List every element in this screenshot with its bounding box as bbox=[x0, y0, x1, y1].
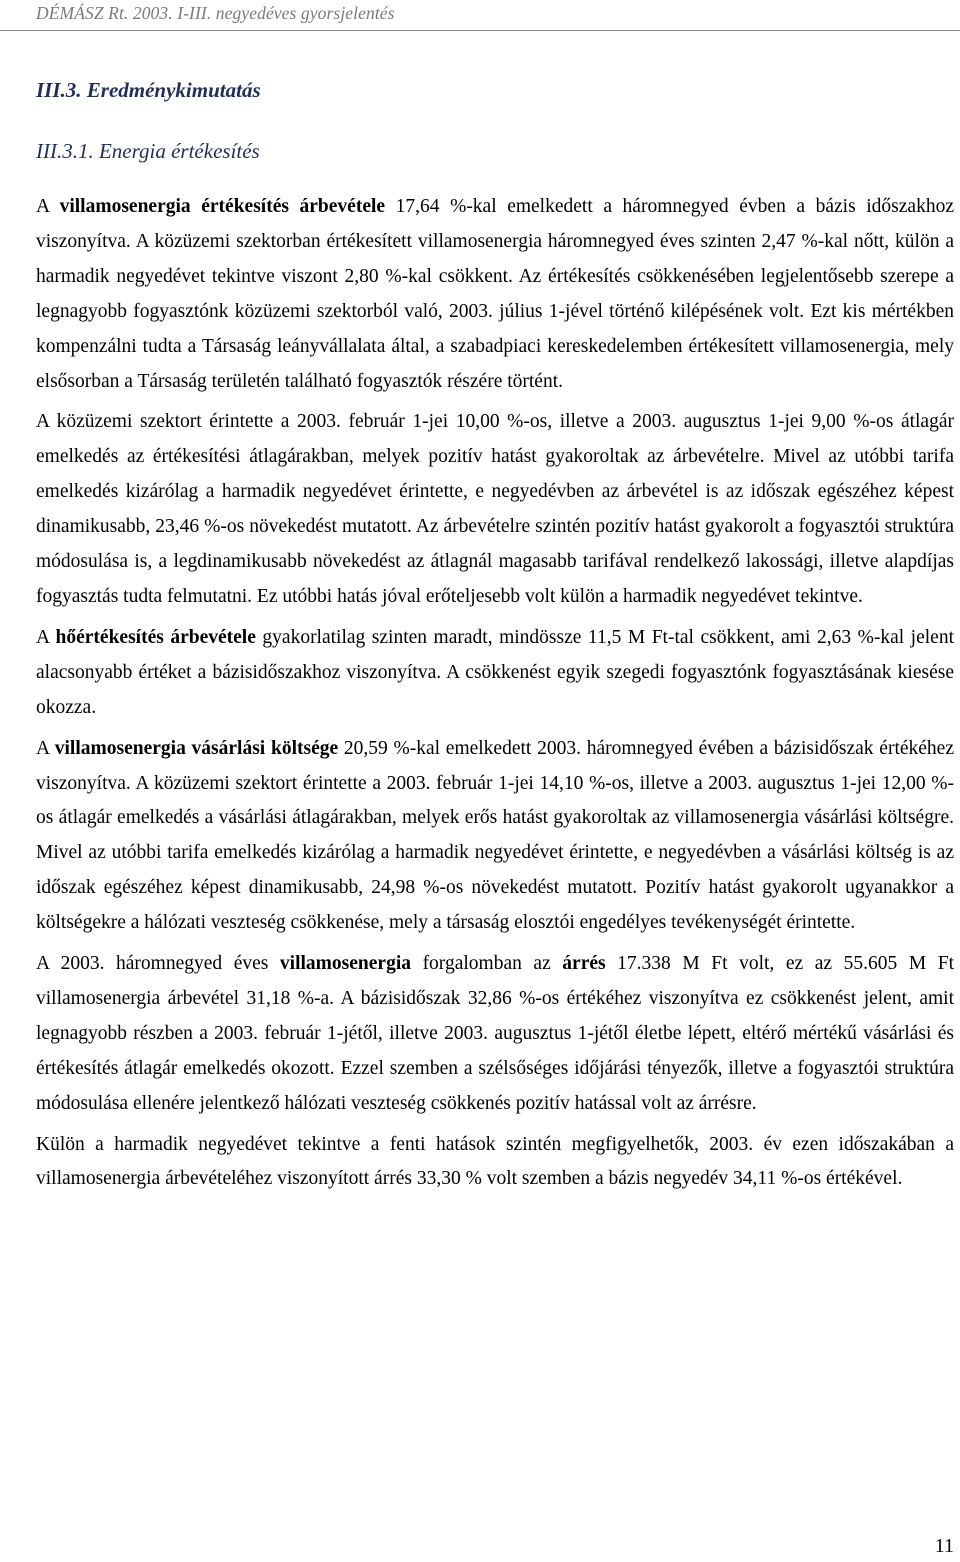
emphasis-term: villamosenergia vásárlási költsége bbox=[54, 737, 339, 759]
text-run: A bbox=[36, 626, 56, 648]
paragraph-purchase-cost bbox=[36, 732, 954, 941]
text-run: 20,59 %-kal emelkedett 2003. háromnegyed évében a bázisidőszak értékéhez viszonyítva. A közüzemi szektort érintette a 2003. február 1-jei 14,10 %-os, illetve a 2003. augusztus 1-jei 12,00 %-os átlagár emelkedés a vásárlási átlagárakban, melyek erős hatást gyakoroltak az villamosenergia vásárlási költségre. Mivel az utóbbi tarifa emelkedés kizárólag a harmadik negyedévet érintette, e negyedévben a vásárlási költség is az időszak egészéhez képest dinamikusabb, 24,98 %-os növekedést mutatott. Pozitív hatást gyakorolt ugyanakkor a költségekre a hálózati veszteség csökkenése, mely a társaság elosztói engedélyes tevékenységét érintette. bbox=[36, 737, 954, 934]
paragraph-margin bbox=[36, 947, 954, 1122]
paragraph-heat-revenue bbox=[36, 621, 954, 726]
text-run: gyakorlatilag szinten maradt, mindössze 11,5 M Ft-tal csökkent, ami 2,63 %-kal jelent alacsonyabb értéket a bázisidőszakhoz viszonyítva. A csökkenést egyik szegedi fogyasztónk fogyasztásának kiesése okozza. bbox=[36, 626, 954, 718]
text-run: 17,64 %-kal emelkedett a háromnegyed évben a bázis időszakhoz viszonyítva. A közüzemi szektorban értékesített villamosenergia háromnegyed éves szinten 2,47 %-kal nőtt, külön a harmadik negyedévet tekintve viszont 2,80 %-kal csökkent. Az értékesítés csökkenésében legjelentősebb szerepe a legnagyobb fogyasztónk közüzemi szektorból való, 2003. július 1-jével történő kilépésének volt. Ezt kis mértékben kompenzálni tudta a Társaság leányvállalata által, a szabadpiaci kereskedelemben értékesített villamosenergia, mely elsősorban a Társaság területén található fogyasztók részére történt. bbox=[36, 196, 954, 392]
text-run: A bbox=[36, 737, 55, 759]
text-run: 17.338 M Ft volt, ez az 55.605 M Ft villamosenergia árbevétel 31,18 %-a. A bázisidőszak 32,86 %-os értékéhez viszonyítva ez csökkenést jelent, amit legnagyobb részben a 2003. február 1-jétől, illetve 2003. augusztus 1-jétől életbe lépett, eltérő mértékű vásárlási és értékesítés átlagár emelkedés okozott. Ezzel szemben a szélsőséges időjárási tényezők, illetve a fogyasztói struktúra módosulása ellenére jelentkező hálózati veszteség csökkenés pozitív hatással volt az árrésre. bbox=[36, 953, 954, 1114]
paragraph-public-sector-prices: A közüzemi szektort érintette a 2003. február 1-jei 10,00 %-os, illetve a 2003. augusztus 1-jei 9,00 %-os átlagár emelkedés az értékesítési átlagárakban, melyek pozitív hatást gyakoroltak az árbevételre. Mivel az utóbbi tarifa emelkedés kizárólag a harmadik negyedévet érintette, e negyedévben az árbevétel is az időszak egészéhez képest dinamikusabb, 23,46 %-os növekedést mutatott. Az árbevételre szintén pozitív hatást gyakorolt a fogyasztói struktúra módosulása is, a legdinamikusabb növekedést az átlagnál magasabb tarifával rendelkező lakossági, illetve alapdíjas fogyasztás tudta felmutatni. Ez utóbbi hatás jóval erőteljesebb volt külön a harmadik negyedévet tekintve. bbox=[36, 411, 954, 607]
emphasis-term: árrés bbox=[562, 953, 606, 975]
subsection-title: III.3.1. Energia értékesítés bbox=[36, 139, 260, 163]
page-number: 11 bbox=[934, 1535, 954, 1557]
emphasis-term: hőértékesítés árbevétele bbox=[55, 626, 256, 648]
text-run: forgalomban az bbox=[411, 953, 563, 975]
document-body bbox=[36, 190, 954, 1203]
section-title: III.3. Eredménykimutatás bbox=[36, 78, 261, 102]
header-divider bbox=[0, 30, 960, 31]
text-run: A bbox=[36, 196, 60, 217]
running-header: DÉMÁSZ Rt. 2003. I-III. negyedéves gyorsjelentés bbox=[36, 3, 395, 23]
emphasis-term: villamosenergia értékesítés árbevétele bbox=[59, 196, 386, 217]
paragraph-electricity-revenue bbox=[36, 190, 954, 399]
emphasis-term: villamosenergia bbox=[279, 953, 411, 975]
paragraph-third-quarter: Külön a harmadik negyedévet tekintve a fenti hatások szintén megfigyelhetők, 2003. év ezen időszakában a villamosenergia árbevételéhez viszonyított árrés 33,30 % volt szemben a bázis negyedév 34,11 %-os értékével. bbox=[36, 1133, 954, 1190]
text-run: A 2003. háromnegyed éves bbox=[36, 953, 280, 975]
